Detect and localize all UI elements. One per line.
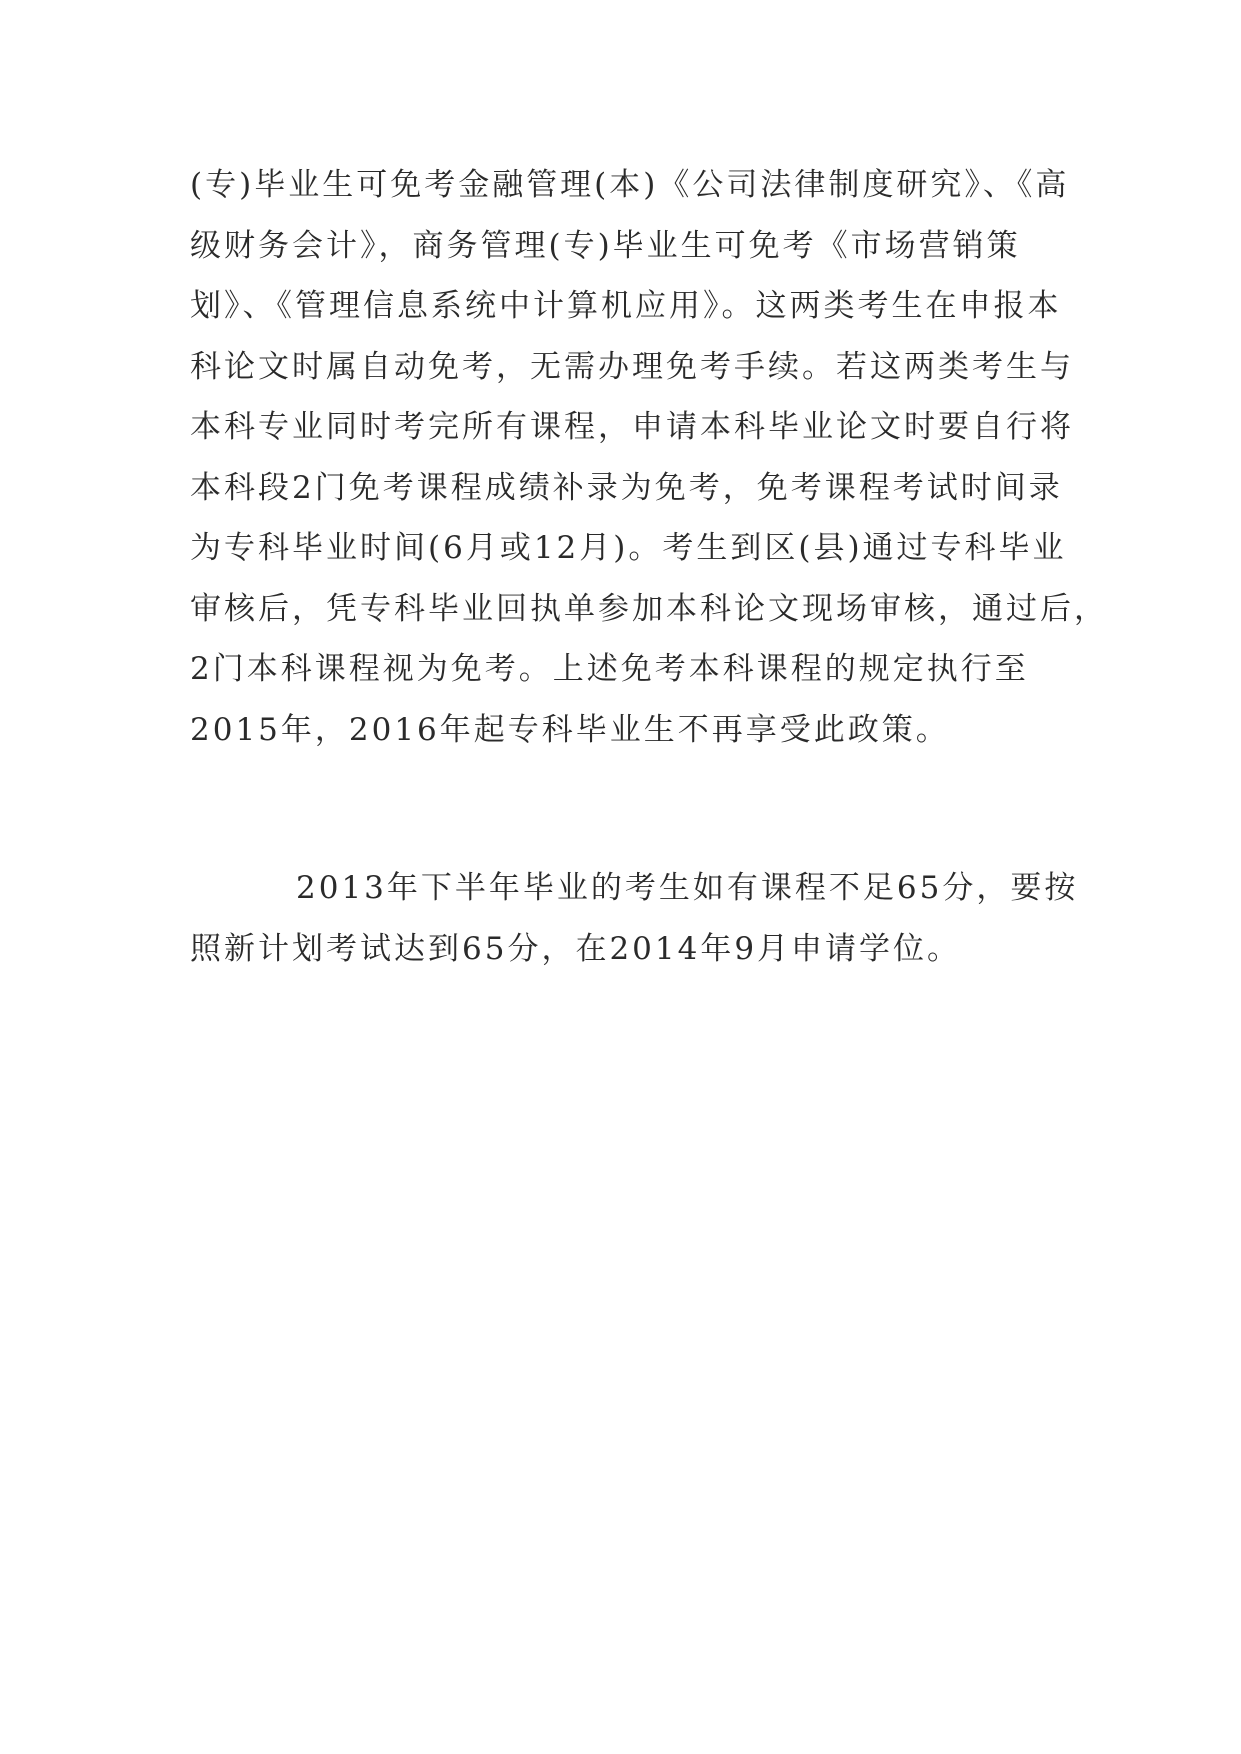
text-line: 2013年下半年毕业的考生如有课程不足65分，要按 (296, 870, 1079, 906)
text-line: 科论文时属自动免考，无需办理免考手续。若这两类考生与 (190, 348, 1074, 385)
text-line: 本科专业同时考完所有课程，申请本科毕业论文时要自行将 (190, 409, 1074, 445)
paragraph-exemption-rules (190, 155, 1108, 760)
paragraph-2013-graduates (190, 858, 1079, 979)
text-line: 划》、《管理信息系统中计算机应用》。这两类考生在申报本 (190, 288, 1062, 324)
text-line: 本科段2门免考课程成绩补录为免考，免考课程考试时间录 (190, 469, 1063, 506)
text-line: 照新计划考试达到65分，在2014年9月申请学位。 (190, 930, 962, 967)
text-line: 为专科毕业时间(6月或12月)。考生到区(县)通过专科毕业 (190, 530, 1067, 566)
text-line: 2015年，2016年起专科毕业生不再享受此政策。 (190, 711, 950, 748)
text-line: (专)毕业生可免考金融管理(本)《公司法律制度研究》、《高 (190, 167, 1070, 203)
text-line: 2门本科课程视为免考。上述免考本科课程的规定执行至 (190, 651, 1029, 687)
text-line: 级财务会计》，商务管理(专)毕业生可免考《市场营销策 (190, 227, 1021, 264)
text-line: 审核后，凭专科毕业回执单参加本科论文现场审核，通过后， (190, 590, 1108, 627)
